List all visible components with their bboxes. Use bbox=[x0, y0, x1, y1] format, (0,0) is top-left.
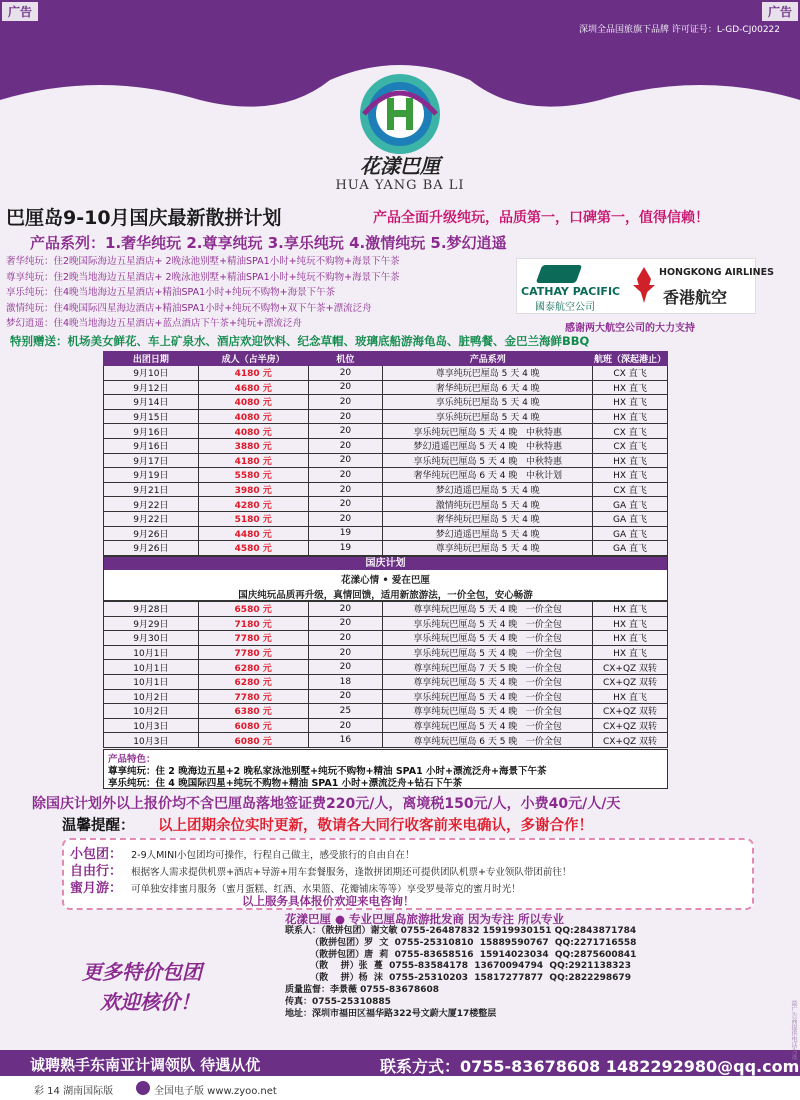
series-details bbox=[6, 254, 516, 332]
cell-flight: CX+QZ 双转 bbox=[593, 733, 668, 748]
cell-product: 奢华纯玩巴厘岛 6 天 4 晚 bbox=[383, 380, 593, 395]
brand-name-cn: 花漾巴厘 bbox=[360, 154, 440, 178]
cell-seats: 20 bbox=[308, 511, 383, 526]
cell-seats: 20 bbox=[308, 395, 383, 410]
cell-date: 10月1日 bbox=[104, 660, 199, 675]
recruit-text: 诚聘熟手东南亚计调领队 待遇从优 bbox=[30, 1056, 261, 1074]
cell-price: 7780 元 bbox=[198, 631, 308, 646]
cell-seats: 20 bbox=[308, 424, 383, 439]
table-row bbox=[104, 380, 668, 395]
tip-label: 温馨提醒： bbox=[62, 818, 135, 834]
cell-price: 4180 元 bbox=[198, 366, 308, 381]
national-day-banner bbox=[103, 556, 668, 601]
cell-date: 9月22日 bbox=[104, 497, 199, 512]
cell-seats: 20 bbox=[308, 718, 383, 733]
cathay-cn: 國泰航空公司 bbox=[535, 302, 595, 313]
cell-seats: 20 bbox=[308, 482, 383, 497]
cell-seats: 19 bbox=[308, 541, 383, 556]
features-title: 产品特色： bbox=[108, 754, 156, 765]
cell-price: 6280 元 bbox=[198, 674, 308, 689]
table-row bbox=[104, 424, 668, 439]
cell-flight: HX 直飞 bbox=[593, 395, 668, 410]
series-detail: 激情纯玩：住4晚国际四星海边酒店+精油SPA1小时+纯玩不购物+双下午茶+漂流泛舟 bbox=[6, 302, 372, 314]
series-detail: 奢华纯玩：住2晚国际海边五星酒店+ 2晚泳池别墅+精油SPA1小时+纯玩不购物+海景下午茶 bbox=[6, 256, 400, 267]
company-header: 花漾巴厘 ● 专业巴厘岛旅游批发商 因为专注 所以专业 bbox=[285, 912, 565, 926]
cell-seats: 20 bbox=[308, 468, 383, 483]
ad-label-left: 广告 bbox=[2, 2, 38, 21]
september-schedule-table bbox=[103, 351, 668, 556]
cell-price: 7180 元 bbox=[198, 616, 308, 631]
cell-date: 10月1日 bbox=[104, 674, 199, 689]
cell-product: 享乐纯玩巴厘岛 5 天 4 晚 bbox=[383, 395, 593, 410]
cell-date: 9月26日 bbox=[104, 526, 199, 541]
cell-price: 5180 元 bbox=[198, 511, 308, 526]
service-label: 自由行： bbox=[70, 864, 123, 879]
table-row bbox=[104, 366, 668, 381]
top-bar bbox=[0, 0, 800, 38]
cell-seats: 25 bbox=[308, 704, 383, 719]
cell-price: 4680 元 bbox=[198, 380, 308, 395]
cell-date: 9月15日 bbox=[104, 409, 199, 424]
cell-flight: HX 直飞 bbox=[593, 645, 668, 660]
cathay-en: CATHAY PACIFIC bbox=[521, 285, 621, 298]
cell-product: 激情纯玩巴厘岛 5 天 4 晚 bbox=[383, 497, 593, 512]
cell-price: 3980 元 bbox=[198, 482, 308, 497]
table-row bbox=[104, 704, 668, 719]
contact-row: 联系人：（散拼包团）谢文敏 0755-26487832 15919930151 QQ:2843871784 bbox=[285, 926, 637, 936]
cell-flight: CX+QZ 双转 bbox=[593, 704, 668, 719]
table-row bbox=[104, 468, 668, 483]
cell-flight: HX 直飞 bbox=[593, 616, 668, 631]
hotline-text: 联系方式：0755-83678608 1482292980@qq.com bbox=[380, 1057, 800, 1076]
cell-date: 10月2日 bbox=[104, 689, 199, 704]
special-gifts: 特别赠送：机场美女鲜花、车上矿泉水、酒店欢迎饮料、纪念草帽、玻璃底船游海龟岛、脏鸭餐、金巴兰海鲜BBQ bbox=[10, 334, 590, 348]
brand-name-en: HUA YANG BA LI bbox=[335, 178, 465, 193]
hk-en: HONGKONG AIRLINES bbox=[659, 267, 774, 278]
cell-product: 梦幻逍遥巴厘岛 5 天 4 晚 bbox=[383, 482, 593, 497]
main-slogan: 产品全面升级纯玩，品质第一，口碑第一，值得信赖！ bbox=[373, 210, 709, 226]
table-row bbox=[104, 526, 668, 541]
cell-seats: 20 bbox=[308, 660, 383, 675]
cell-date: 9月26日 bbox=[104, 541, 199, 556]
contact-row: 传真：0755-25310885 bbox=[285, 996, 391, 1007]
hk-cn: 香港航空 bbox=[663, 288, 728, 307]
cell-date: 9月17日 bbox=[104, 453, 199, 468]
cell-date: 9月19日 bbox=[104, 468, 199, 483]
feature-line: 尊享纯玩：住 2 晚海边五星+2 晚私家泳池别墅+纯玩不购物+精油 SPA1 小时+漂流泛舟+海景下午茶 bbox=[108, 766, 547, 777]
contact-list bbox=[285, 926, 755, 1020]
service-text: 2-9人MINI小包团均可操作，行程自己做主，感受旅行的自由自在！ bbox=[131, 850, 415, 861]
cell-product: 尊享纯玩巴厘岛 7 天 5 晚 一价全包 bbox=[383, 660, 593, 675]
table-row bbox=[104, 645, 668, 660]
cell-date: 9月16日 bbox=[104, 438, 199, 453]
holiday-desc: 国庆纯玩品质再升级，真情回馈，适用新旅游法，一价全包，安心畅游 bbox=[238, 590, 533, 601]
contact-row: （散 拼）张 蔓 0755-83584178 13670094794 QQ:2921138323 bbox=[285, 961, 631, 972]
page-footer bbox=[0, 1076, 800, 1100]
cell-price: 4180 元 bbox=[198, 453, 308, 468]
cell-date: 9月22日 bbox=[104, 511, 199, 526]
side-note: 最广告商提供电话为准 bbox=[790, 1000, 797, 1060]
cell-product: 奢华纯玩巴厘岛 6 天 4 晚 中秋计划 bbox=[383, 468, 593, 483]
contact-row: （散 拼）杨 沫 0755-25310203 15817277877 QQ:2822298679 bbox=[285, 973, 631, 984]
ebook-link[interactable]: 全国电子版 www.zyoo.net bbox=[154, 1086, 277, 1097]
service-label: 蜜月游： bbox=[70, 881, 123, 896]
table-row bbox=[104, 482, 668, 497]
service-text: 根据客人需求提供机票+酒店+导游+用车套餐服务，逢散拼团期还可提供团队机票+专业领队带团前往！ bbox=[131, 867, 572, 878]
cell-flight: CX 直飞 bbox=[593, 438, 668, 453]
series-detail: 尊享纯玩：住2晚当地海边五星酒店+ 2晚泳池别墅+精油SPA1小时+纯玩不购物+海景下午茶 bbox=[6, 271, 400, 283]
header-flight: 航班（深起港止） bbox=[593, 352, 668, 366]
cell-product: 享乐纯玩巴厘岛 5 天 4 晚 一价全包 bbox=[383, 689, 593, 704]
product-features bbox=[103, 749, 668, 789]
cell-flight: GA 直飞 bbox=[593, 497, 668, 512]
cell-price: 4080 元 bbox=[198, 395, 308, 410]
cell-flight: GA 直飞 bbox=[593, 541, 668, 556]
cell-flight: GA 直飞 bbox=[593, 511, 668, 526]
cell-date: 9月28日 bbox=[104, 602, 199, 617]
cell-product: 尊享纯玩巴厘岛 5 天 4 晚 bbox=[383, 541, 593, 556]
cell-product: 尊享纯玩巴厘岛 5 天 4 晚 一价全包 bbox=[383, 602, 593, 617]
table-row bbox=[104, 718, 668, 733]
cell-date: 9月12日 bbox=[104, 380, 199, 395]
cell-flight: HX 直飞 bbox=[593, 468, 668, 483]
cell-seats: 18 bbox=[308, 674, 383, 689]
contact-row: 质量监督：李景薇 0755-83678608 bbox=[285, 984, 440, 995]
header-price: 成人（占半房） bbox=[198, 352, 308, 366]
contact-row: （散拼包团）唐 莉 0755-83658516 15914023034 QQ:2875600841 bbox=[285, 949, 637, 960]
contact-row: 地址：深圳市福田区福华路322号文蔚大厦17楼整层 bbox=[285, 1008, 497, 1019]
cell-price: 4480 元 bbox=[198, 526, 308, 541]
special-offer bbox=[82, 957, 232, 1017]
cell-product: 梦幻逍遥巴厘岛 5 天 4 晚 bbox=[383, 526, 593, 541]
special-line: 欢迎核价！ bbox=[100, 990, 200, 1014]
cell-seats: 20 bbox=[308, 689, 383, 704]
cell-product: 尊享纯玩巴厘岛 5 天 4 晚 bbox=[383, 366, 593, 381]
cell-product: 享乐纯玩巴厘岛 5 天 4 晚 中秋特惠 bbox=[383, 424, 593, 439]
cell-flight: CX+QZ 双转 bbox=[593, 718, 668, 733]
cell-price: 6080 元 bbox=[198, 718, 308, 733]
cell-flight: HX 直飞 bbox=[593, 453, 668, 468]
table-row bbox=[104, 409, 668, 424]
cell-price: 6580 元 bbox=[198, 602, 308, 617]
feature-line: 享乐纯玩：住 4 晚国际四星+纯玩不购物+精油 SPA1 小时+漂流泛舟+钻石下午茶 bbox=[108, 778, 463, 789]
cell-price: 4580 元 bbox=[198, 541, 308, 556]
service-label: 小包团： bbox=[70, 847, 123, 862]
cell-seats: 19 bbox=[308, 526, 383, 541]
table-row bbox=[104, 438, 668, 453]
ad-label-right: 广告 bbox=[762, 2, 798, 21]
table-row bbox=[104, 689, 668, 704]
cell-date: 9月16日 bbox=[104, 424, 199, 439]
cell-price: 4280 元 bbox=[198, 497, 308, 512]
holiday-subtitle: 花漾心情 • 爱在巴厘 bbox=[341, 575, 430, 586]
table-row bbox=[104, 631, 668, 646]
cell-seats: 20 bbox=[308, 438, 383, 453]
table-row bbox=[104, 660, 668, 675]
cell-product: 享乐纯玩巴厘岛 5 天 4 晚 一价全包 bbox=[383, 616, 593, 631]
main-title: 巴厘岛9-10月国庆最新散拼计划 bbox=[6, 207, 282, 229]
tip-text: 以上团期余位实时更新，敬请各大同行收客前来电确认，多谢合作！ bbox=[158, 818, 593, 834]
cell-date: 9月14日 bbox=[104, 395, 199, 410]
cell-date: 9月30日 bbox=[104, 631, 199, 646]
license-text: 深圳全品国旅旗下品牌 许可证号：L-GD-CJ00222 bbox=[578, 25, 780, 35]
cell-seats: 20 bbox=[308, 602, 383, 617]
cell-price: 6380 元 bbox=[198, 704, 308, 719]
cell-product: 尊享纯玩巴厘岛 5 天 4 晚 一价全包 bbox=[383, 674, 593, 689]
cell-date: 10月3日 bbox=[104, 718, 199, 733]
ebook-icon bbox=[136, 1081, 150, 1095]
cell-price: 3880 元 bbox=[198, 438, 308, 453]
cell-flight: GA 直飞 bbox=[593, 526, 668, 541]
cell-price: 7780 元 bbox=[198, 689, 308, 704]
cell-seats: 16 bbox=[308, 733, 383, 748]
cell-flight: HX 直飞 bbox=[593, 380, 668, 395]
cell-price: 5580 元 bbox=[198, 468, 308, 483]
cell-flight: HX 直飞 bbox=[593, 689, 668, 704]
cell-flight: HX 直飞 bbox=[593, 409, 668, 424]
cell-seats: 20 bbox=[308, 645, 383, 660]
page-number: 彩 14 湖南国际版 bbox=[34, 1086, 114, 1097]
cell-price: 4080 元 bbox=[198, 424, 308, 439]
recruit-bar bbox=[0, 1050, 800, 1076]
cell-flight: CX+QZ 双转 bbox=[593, 674, 668, 689]
cathay-brush-icon bbox=[536, 265, 583, 283]
cell-seats: 20 bbox=[308, 616, 383, 631]
cell-date: 9月21日 bbox=[104, 482, 199, 497]
cell-flight: CX 直飞 bbox=[593, 482, 668, 497]
hongkong-airlines-logo bbox=[629, 261, 774, 311]
product-series: 产品系列：1.奢华纯玩 2.尊享纯玩 3.享乐纯玩 4.激情纯玩 5.梦幻逍遥 bbox=[30, 234, 507, 252]
table-row bbox=[104, 733, 668, 748]
cell-product: 享乐纯玩巴厘岛 5 天 4 晚 bbox=[383, 409, 593, 424]
header-seats: 机位 bbox=[308, 352, 383, 366]
cell-seats: 20 bbox=[308, 453, 383, 468]
cell-date: 10月1日 bbox=[104, 645, 199, 660]
cell-flight: HX 直飞 bbox=[593, 602, 668, 617]
cell-flight: CX 直飞 bbox=[593, 366, 668, 381]
cell-product: 尊享纯玩巴厘岛 6 天 5 晚 一价全包 bbox=[383, 733, 593, 748]
cell-price: 4080 元 bbox=[198, 409, 308, 424]
table-row bbox=[104, 453, 668, 468]
cell-date: 10月3日 bbox=[104, 733, 199, 748]
cell-seats: 20 bbox=[308, 631, 383, 646]
series-detail: 梦幻逍遥：住4晚当地海边五星酒店+蓝点酒店下午茶+纯玩+漂流泛舟 bbox=[6, 318, 302, 329]
cathay-pacific-logo bbox=[521, 263, 629, 311]
cell-date: 9月10日 bbox=[104, 366, 199, 381]
cell-product: 享乐纯玩巴厘岛 5 天 4 晚 一价全包 bbox=[383, 645, 593, 660]
table-row bbox=[104, 497, 668, 512]
cell-flight: HX 直飞 bbox=[593, 631, 668, 646]
service-text: 可单独安排蜜月服务（蜜月蛋糕、红酒、水果篮、花瓣铺床等等）享受罗曼蒂克的蜜月时光！ bbox=[131, 884, 521, 895]
fee-note: 除国庆计划外以上报价均不含巴厘岛落地签证费220元/人，离境税150元/人，小费40元/人/天 bbox=[32, 796, 621, 812]
cell-product: 尊享纯玩巴厘岛 5 天 4 晚 一价全包 bbox=[383, 704, 593, 719]
cell-price: 7780 元 bbox=[198, 645, 308, 660]
cell-date: 9月29日 bbox=[104, 616, 199, 631]
cell-seats: 20 bbox=[308, 497, 383, 512]
special-line: 更多特价包团 bbox=[82, 960, 202, 984]
table-row bbox=[104, 395, 668, 410]
cell-product: 享乐纯玩巴厘岛 5 天 4 晚 一价全包 bbox=[383, 631, 593, 646]
cell-product: 梦幻逍遥巴厘岛 5 天 4 晚 中秋特惠 bbox=[383, 438, 593, 453]
header-product: 产品系列 bbox=[383, 352, 593, 366]
cell-seats: 20 bbox=[308, 366, 383, 381]
airline-logos bbox=[516, 258, 774, 314]
table-row bbox=[104, 674, 668, 689]
table-row bbox=[104, 541, 668, 556]
table-row bbox=[104, 602, 668, 617]
services-box bbox=[62, 838, 754, 910]
cell-date: 10月2日 bbox=[104, 704, 199, 719]
services-cta: 以上服务具体报价欢迎来电咨询！ bbox=[242, 894, 415, 908]
airline-thanks: 感谢两大航空公司的大力支持 bbox=[565, 323, 695, 334]
cell-price: 6280 元 bbox=[198, 660, 308, 675]
brand-logo-icon bbox=[354, 68, 446, 160]
table-row bbox=[104, 616, 668, 631]
contact-row: （散拼包团）罗 文 0755-25310810 15889590767 QQ:2271716558 bbox=[285, 937, 637, 948]
cell-seats: 20 bbox=[308, 409, 383, 424]
cell-price: 6080 元 bbox=[198, 733, 308, 748]
header-date: 出团日期 bbox=[104, 352, 199, 366]
cell-flight: CX 直飞 bbox=[593, 424, 668, 439]
hk-airlines-mark-icon bbox=[631, 265, 657, 305]
table-row bbox=[104, 511, 668, 526]
holiday-title: 国庆计划 bbox=[104, 557, 667, 570]
cell-product: 享乐纯玩巴厘岛 5 天 4 晚 中秋特惠 bbox=[383, 453, 593, 468]
cell-product: 奢华纯玩巴厘岛 5 天 4 晚 bbox=[383, 511, 593, 526]
cell-product: 尊享纯玩巴厘岛 5 天 4 晚 一价全包 bbox=[383, 718, 593, 733]
national-day-schedule-table bbox=[103, 601, 668, 748]
cell-seats: 20 bbox=[308, 380, 383, 395]
cell-flight: CX+QZ 双转 bbox=[593, 660, 668, 675]
series-detail: 享乐纯玩：住4晚当地海边五星酒店+精油SPA1小时+纯玩不购物+海景下午茶 bbox=[6, 287, 336, 298]
